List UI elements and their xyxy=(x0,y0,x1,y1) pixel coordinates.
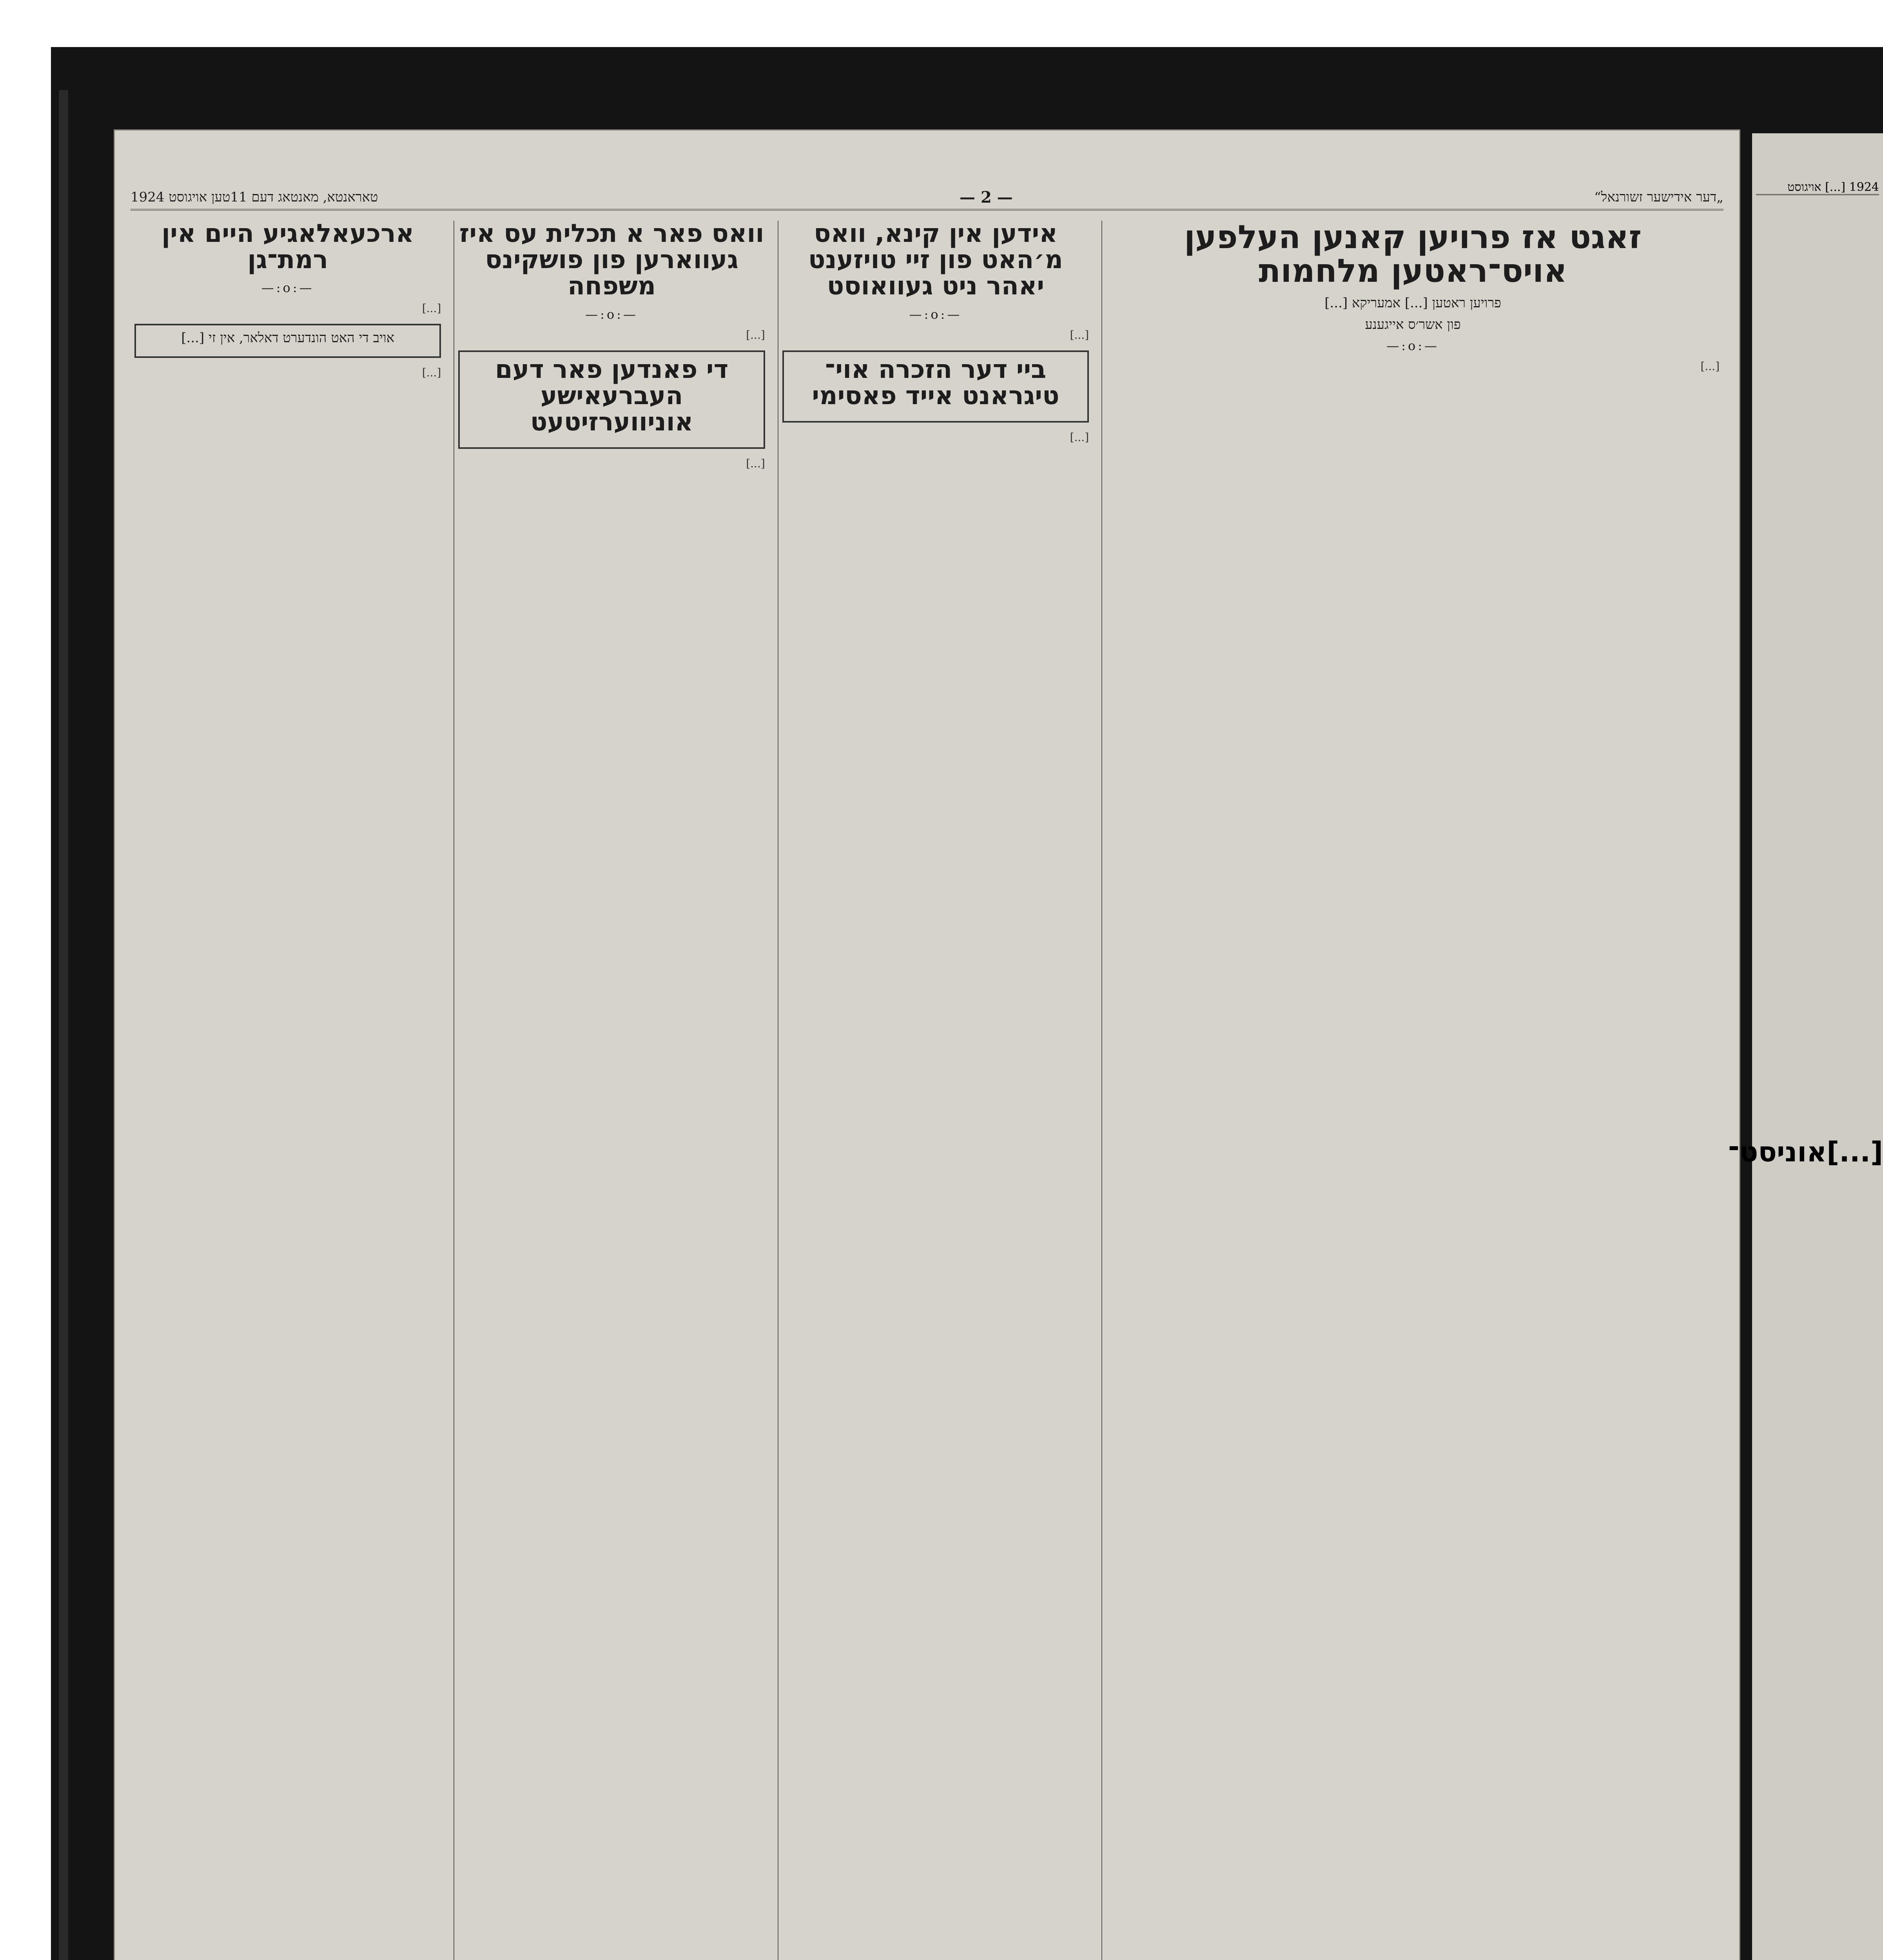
hundred-dollar-box xyxy=(134,324,441,358)
article-columns xyxy=(131,221,1723,1960)
lead-body: [...] xyxy=(1700,359,1720,373)
lead-headline: זאגט אז פרויען קאנען העלפען אויס־ראטען מלחמות xyxy=(1184,219,1642,290)
pushkin-article xyxy=(454,221,769,1960)
archaeology-headline: ארכעאלאגיע היים אין רמת־גן xyxy=(161,219,414,275)
masthead-paper-name: „דער אידישער זשורנאל“ xyxy=(1594,189,1723,205)
lead-byline: פון אשר׳ס אייגענע xyxy=(1365,316,1461,332)
university-headline: די פאנדען פאר דעם העברעאישע אוניווערזיטעט xyxy=(495,355,729,437)
section-divider: —:o:— xyxy=(585,307,638,322)
archaeology-article xyxy=(131,221,445,1960)
page-masthead xyxy=(131,185,1723,211)
newspaper-page xyxy=(114,129,1740,1960)
adjoining-page xyxy=(1728,133,1883,1960)
masthead-date: טאראנטא, מאנטאג דעם 11טען אויגוסט 1924 xyxy=(131,189,378,205)
memorial-box xyxy=(782,350,1089,423)
archaeology-body: [...] xyxy=(422,302,441,315)
adjoining-masthead: 1924 [...] אויגוסט xyxy=(1756,180,1879,195)
cinema-article xyxy=(778,221,1093,1960)
lead-subhead: פרויען ראטען [...] אמעריקא [...] xyxy=(1324,295,1501,311)
university-box xyxy=(458,350,765,449)
cinema-headline: אידען אין קינא, וואס מ׳האט פון זיי טויזענט יאהר ניט געוואוסט xyxy=(808,219,1063,301)
section-divider: —:o:— xyxy=(1386,338,1440,353)
lead-article xyxy=(1101,221,1723,1960)
hundred-dollar-headline: אויב די האט הונדערט דאלאר, אין זי [...] xyxy=(181,330,395,346)
section-divider: —:o:— xyxy=(261,280,314,296)
masthead-page-number: — 2 — xyxy=(960,188,1013,207)
pushkin-headline: וואס פאר א תכלית עס איז געווארען פון פושקינס משפחה xyxy=(459,219,764,301)
university-body: [...] xyxy=(746,457,765,470)
memorial-body: [...] xyxy=(1070,430,1089,444)
adjoining-headline: [...]אוניסט־ xyxy=(1728,1136,1883,1168)
memorial-headline: ביי דער הזכרה אוי־ טיגראנט אייד פאסימי xyxy=(812,355,1059,410)
section-divider: —:o:— xyxy=(909,307,962,322)
cinema-body: [...] xyxy=(1070,328,1089,341)
hundred-dollar-body: [...] xyxy=(422,366,441,379)
page-crease xyxy=(59,90,68,1960)
pushkin-body: [...] xyxy=(746,328,765,341)
